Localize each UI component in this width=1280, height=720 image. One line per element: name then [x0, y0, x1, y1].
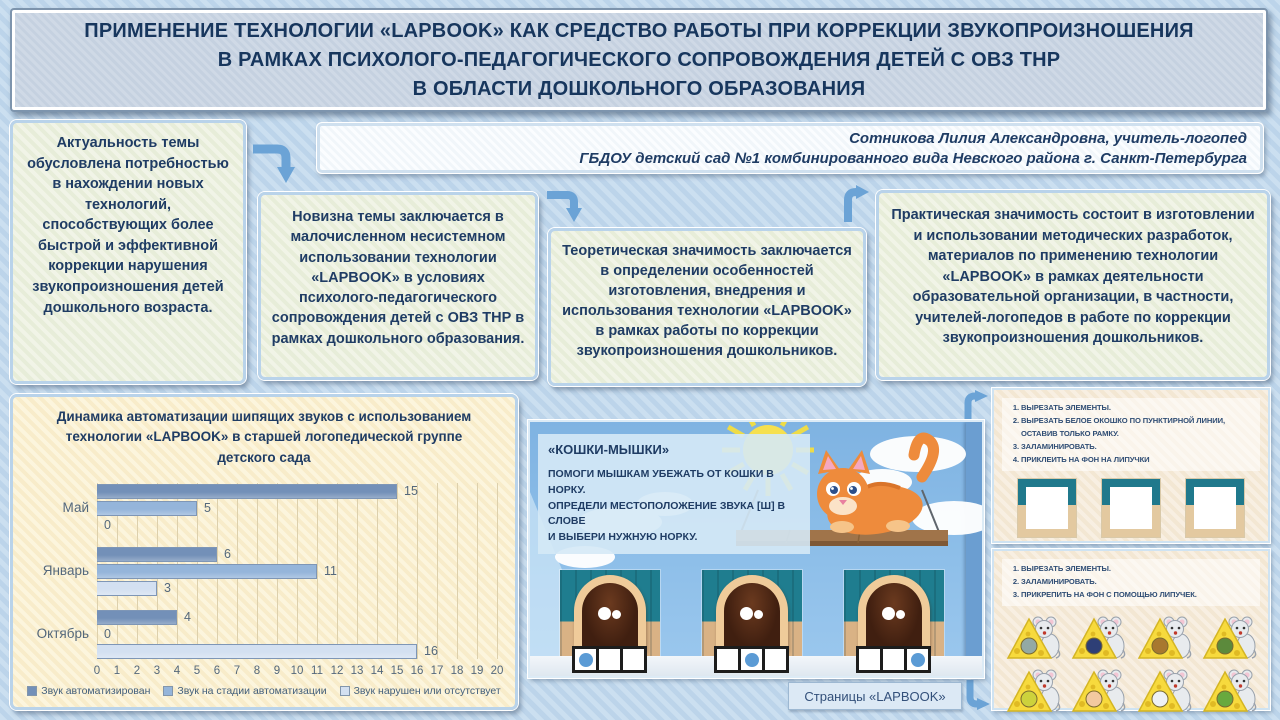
mouse-eyes [754, 610, 763, 619]
theoretical-body: заключается в определении особенностей изготовления, внедрения и использования технологии «LAPBOOK» в рамках работы по коррекции звукопроизношения дошкольников. [562, 243, 852, 359]
instruction-step: 4. ПРИКЛЕИТЬ НА ФОН НА ЛИПУЧКИ [1021, 454, 1254, 467]
game-title: «КОШКИ-МЫШКИ» [548, 442, 670, 457]
chart-bar-group [97, 483, 497, 533]
chart-x-tick-label: 8 [253, 665, 261, 677]
instruction-step: 2. ЗАЛАМИНИРОВАТЬ. [1021, 576, 1254, 589]
chart-x-tick-label: 3 [153, 665, 161, 677]
theoretical-box [548, 228, 866, 386]
novelty-heading: Новизна темы [292, 209, 396, 225]
chart-title: Динамика автоматизации шипящих звуков с использованием технологии «LAPBOOK» в старшей логопедической группе детского сада [56, 409, 472, 465]
mouse-with-cheese-pencil [1004, 667, 1062, 718]
chart-bar-row [97, 546, 497, 562]
cutout-frames [994, 479, 1268, 537]
chart-bar [97, 644, 417, 659]
chart-category-label: Январь [42, 563, 89, 578]
chart-x-tick-label: 19 [470, 665, 484, 677]
mouse-with-cheese-hat [1069, 614, 1127, 665]
chart-bar-row [97, 517, 497, 533]
mouse-with-cheese-baby [1069, 667, 1127, 718]
chart-x-tick-label: 16 [410, 665, 424, 677]
novelty-box [258, 192, 538, 380]
chart-bar-value: 11 [324, 564, 337, 578]
mouse-hole [560, 570, 660, 656]
chart-bar-row [97, 609, 497, 625]
legend-label: Звук нарушен или отсутствует [353, 685, 501, 697]
mouse-hole-opening [724, 583, 780, 651]
lapbook-game-page [528, 420, 984, 678]
sound-position-strip [714, 646, 789, 673]
mouse-with-cheese-shirt [1004, 614, 1062, 665]
chart-bar-value: 0 [104, 627, 111, 641]
mouse-with-cheese-reeds [1200, 614, 1258, 665]
chart-x-tick-label: 12 [330, 665, 344, 677]
practical-body: состоит в изготовлении и использовании методических разработок, материалов по применению технологии «LAPBOOK» в рамках деятельности образовательной организации, в частности, учителей-логопедов в работе по коррекции звукопроизношения дошкольников. [912, 207, 1255, 347]
instruction-step: 2. ВЫРЕЗАТЬ БЕЛОЕ ОКОШКО ПО ПУНКТИРНОЙ ЛИНИИ, ОСТАВИВ ТОЛЬКО РАМКУ. [1021, 415, 1254, 441]
game-instruction-card [538, 434, 810, 554]
mouse-hole [702, 570, 802, 656]
strip-cell [623, 649, 644, 670]
sound-position-dot [579, 653, 593, 667]
flow-arrow-up-right-icon [840, 184, 870, 224]
chart-x-tick-label: 1 [113, 665, 121, 677]
lapbook-pages-label: Страницы «LAPBOOK» [788, 682, 962, 710]
chart-bar-value: 6 [224, 547, 231, 561]
poster-title-line2: В РАМКАХ ПСИХОЛОГО-ПЕДАГОГИЧЕСКОГО СОПРОВОЖДЕНИЯ ДЕТЕЙ С ОВЗ ТНР [217, 48, 1061, 71]
flow-arrow-down-right-icon [963, 678, 991, 712]
sound-position-strip [572, 646, 647, 673]
chart-gridline [497, 483, 498, 659]
instruction-step: 1. ВЫРЕЗАТЬ ЭЛЕМЕНТЫ. [1021, 563, 1254, 576]
mouse-eyes [598, 607, 611, 620]
chart-category-label: Октябрь [36, 626, 89, 641]
chart-bar [97, 581, 157, 596]
chart-bar-group [97, 546, 497, 596]
chart-bar-value: 3 [164, 581, 171, 595]
chart-bar-row [97, 580, 497, 596]
strip-cell [883, 649, 907, 670]
chart-bar-row [97, 483, 497, 499]
legend-label: Звук автоматизирован [41, 685, 151, 697]
game-instruction-line: ОПРЕДЕЛИ МЕСТОПОЛОЖЕНИЕ ЗВУКА [Ш] В СЛОВЕ [548, 499, 786, 528]
strip-cell [717, 649, 741, 670]
practical-box [876, 190, 1270, 380]
mice-cutout-panel [992, 549, 1270, 710]
chart-x-tick-label: 9 [273, 665, 281, 677]
sound-position-dot [911, 653, 925, 667]
mouse-eyes [882, 607, 895, 620]
mouse-hole [844, 570, 944, 656]
strip-cell [599, 649, 623, 670]
mouse-eyes [612, 610, 621, 619]
strip-cell [859, 649, 883, 670]
chart-x-tick-label: 17 [430, 665, 444, 677]
sound-position-dot [745, 653, 759, 667]
chart-legend [13, 685, 515, 697]
chart-bar [97, 564, 317, 579]
strip-cell [765, 649, 786, 670]
poster-title-line1: ПРИМЕНЕНИЕ ТЕХНОЛОГИИ «LAPBOOK» КАК СРЕДСТВО РАБОТЫ ПРИ КОРРЕКЦИИ ЗВУКОПРОИЗНОШЕНИЯ [84, 19, 1194, 42]
mouse-hole-opening [582, 583, 638, 651]
practical-heading: Практическая значимость [891, 207, 1079, 223]
chart-bar-group [97, 609, 497, 659]
mouse-hole-arch [858, 575, 930, 653]
chart-bar [97, 484, 397, 499]
chart-x-tick-label: 14 [370, 665, 384, 677]
chart-bar-value: 16 [424, 644, 438, 658]
chart-x-tick-label: 13 [350, 665, 364, 677]
cutout-frame [1018, 479, 1076, 537]
chart-x-tick-label: 2 [133, 665, 141, 677]
instruction-step: 3. ЗАЛАМИНИРОВАТЬ. [1021, 441, 1254, 454]
chart-bar-row [97, 563, 497, 579]
chart-x-tick-label: 10 [290, 665, 304, 677]
novelty-body: заключается в малочисленном несистемном использовании технологии «LAPBOOK» в условиях психолого-педагогического сопровождения детей с ОВЗ ТНР в рамках дошкольного образования. [271, 209, 525, 347]
relevance-box: Актуальность темы обусловлена потребностью в нахождении новых технологий, способствующих более быстрой и эффективной коррекции нарушения звукопроизношения детей дошкольного возраста. [10, 120, 246, 384]
strip-cell [741, 649, 765, 670]
chart-x-tick-label: 15 [390, 665, 404, 677]
chart-bar-row [97, 500, 497, 516]
chart-x-tick-label: 11 [311, 665, 323, 677]
chart-x-axis [93, 665, 504, 679]
chart-bar-value: 0 [104, 518, 111, 532]
theoretical-heading: Теоретическая значимость [562, 243, 757, 259]
chart-bar [97, 610, 177, 625]
legend-swatch [340, 686, 350, 696]
chart-bar-row [97, 643, 497, 659]
chart-bar [97, 547, 217, 562]
cutout-frame [1186, 479, 1244, 537]
mouse-with-cheese-sack [1135, 667, 1193, 718]
chart-x-tick-label: 6 [213, 665, 221, 677]
relevance-heading: Актуальность темы [56, 135, 200, 151]
chart-x-tick-label: 5 [193, 665, 201, 677]
legend-label: Звук на стадии автоматизации [177, 685, 327, 697]
chart-bar-value: 5 [204, 501, 211, 515]
mouse-hole-opening [866, 583, 922, 651]
strip-cell [575, 649, 599, 670]
author-box [316, 122, 1264, 174]
legend-item [163, 685, 326, 697]
mouse-with-cheese-frog [1200, 667, 1258, 718]
poster-title [10, 8, 1268, 112]
legend-item [340, 685, 501, 697]
mouse-eyes [896, 610, 905, 619]
instructions-list-bottom [1002, 559, 1260, 606]
chart-bar-value: 15 [404, 484, 418, 498]
mouse-hole-arch [716, 575, 788, 653]
mice-cutouts [1000, 614, 1262, 718]
author-name: Сотникова Лилия Александровна, учитель-логопед [849, 129, 1247, 147]
legend-item [27, 685, 150, 697]
chart-x-tick-label: 0 [93, 665, 101, 677]
chart-bar [97, 501, 197, 516]
mouse-eyes [740, 607, 753, 620]
instruction-step: 1. ВЫРЕЗАТЬ ЭЛЕМЕНТЫ. [1021, 402, 1254, 415]
chart-x-tick-label: 18 [450, 665, 464, 677]
chart-plot-area [36, 483, 497, 659]
chart-x-tick-label: 7 [233, 665, 241, 677]
game-instruction-line: И ВЫБЕРИ НУЖНУЮ НОРКУ. [548, 531, 698, 543]
author-org: ГБДОУ детский сад №1 комбинированного вида Невского района г. Санкт-Петербурга [579, 149, 1247, 167]
chart-bar-row [97, 626, 497, 642]
chart-x-tick-label: 4 [173, 665, 181, 677]
strip-cell [907, 649, 928, 670]
chart-bar-value: 4 [184, 610, 191, 624]
chart-panel [10, 394, 518, 710]
mouse-hole-arch [574, 575, 646, 653]
legend-swatch [27, 686, 37, 696]
chart-category-label: Май [62, 500, 89, 515]
sound-position-strip [856, 646, 931, 673]
frames-cutout-panel [992, 388, 1270, 543]
instructions-list-top [1002, 398, 1260, 471]
legend-swatch [163, 686, 173, 696]
instruction-step: 3. ПРИКРЕПИТЬ НА ФОН С ПОМОЩЬЮ ЛИПУЧЕК. [1021, 589, 1254, 602]
chart-x-tick-label: 20 [490, 665, 504, 677]
poster-title-line3: В ОБЛАСТИ ДОШКОЛЬНОГО ОБРАЗОВАНИЯ [412, 77, 866, 100]
mouse-with-cheese-ship-wheel [1135, 614, 1193, 665]
flow-arrow-right-down-icon [250, 138, 302, 186]
flow-arrow-right-down-icon [545, 186, 589, 224]
game-instruction-line: ПОМОГИ МЫШКАМ УБЕЖАТЬ ОТ КОШКИ В НОРКУ. [548, 468, 774, 496]
cutout-frame [1102, 479, 1160, 537]
